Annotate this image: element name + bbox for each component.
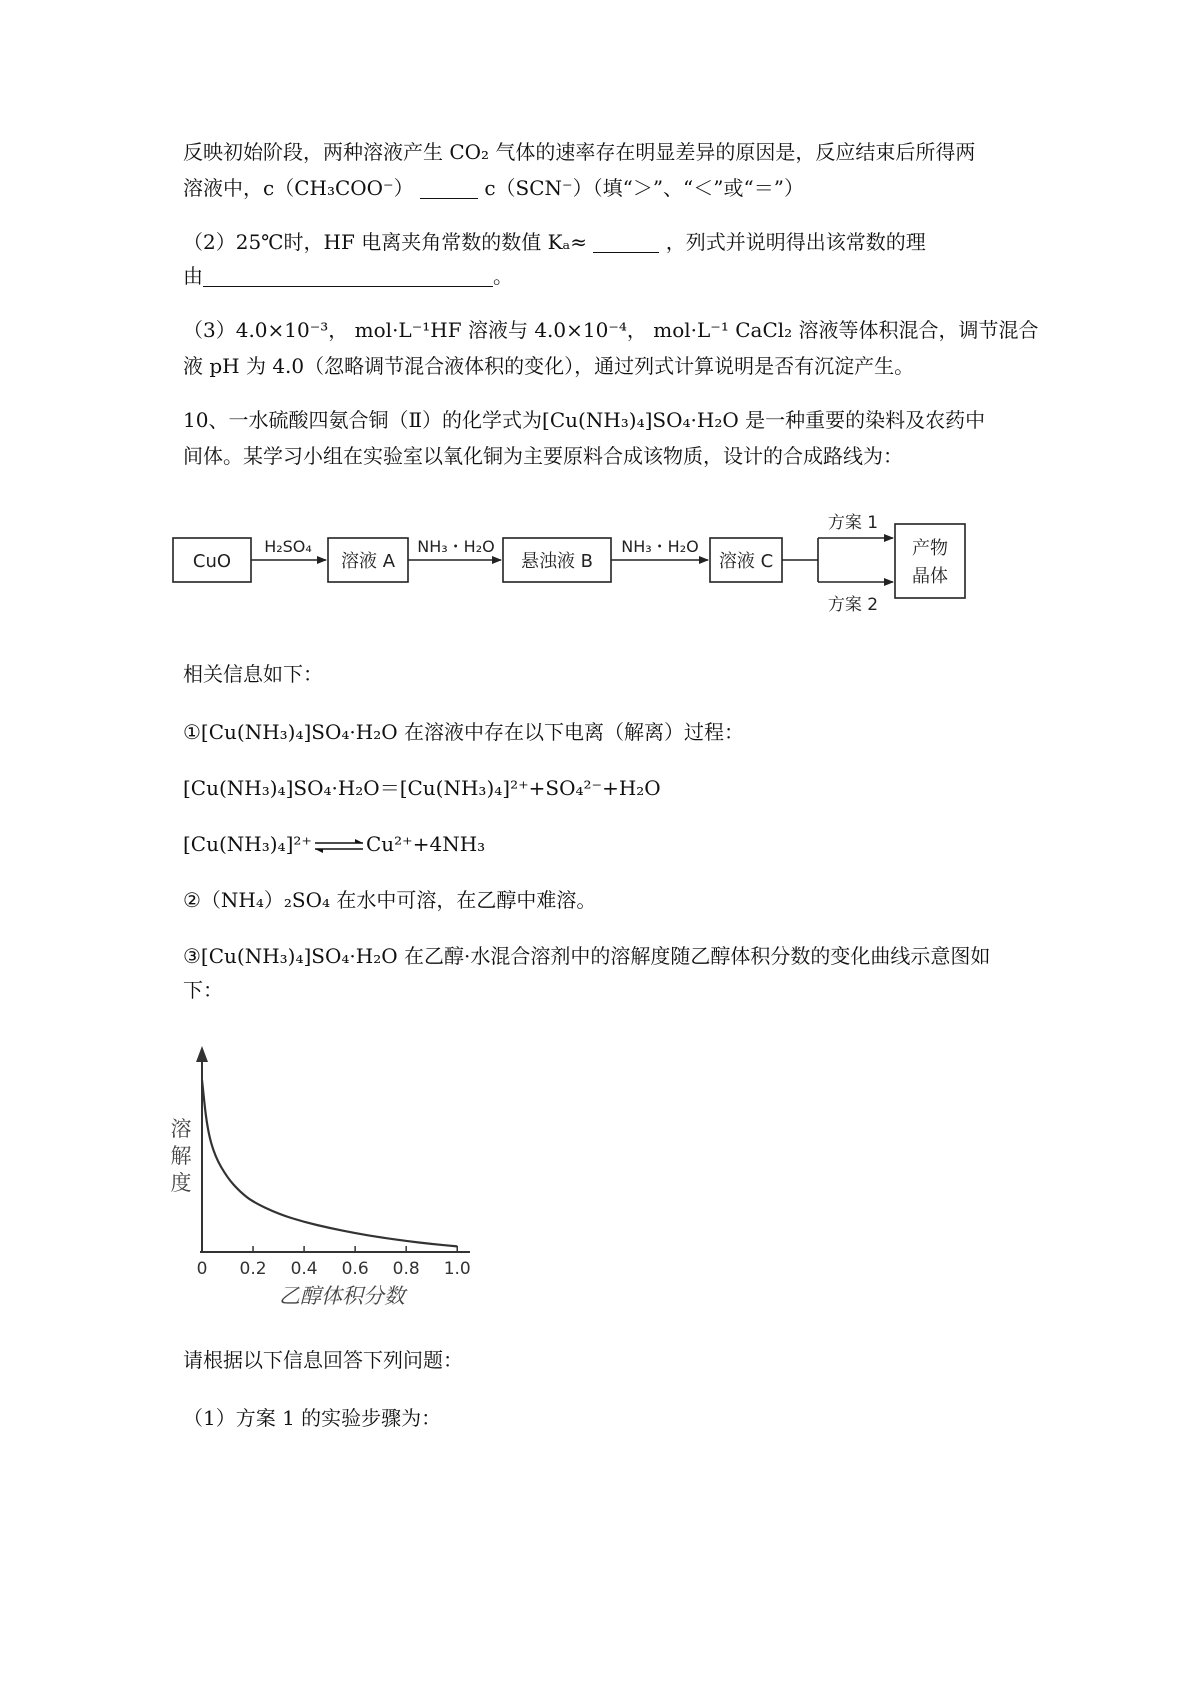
synthesis-flow-diagram <box>170 500 970 630</box>
q10-line2: 间体。某学习小组在实验室以氧化铜为主要原料合成该物质，设计的合成路线为： <box>183 444 903 468</box>
q9-text-line2 <box>183 174 1043 202</box>
q9-part2-text-d: 。 <box>493 264 513 288</box>
flow-box-a-label: 溶液 A <box>340 551 396 572</box>
questions-intro: 请根据以下信息回答下列问题： <box>183 1348 463 1372</box>
flow-arrow2-label: NH₃・H₂O <box>417 537 495 556</box>
flow-route2-label: 方案 2 <box>827 595 879 615</box>
flow-box-c-label: 溶液 C <box>718 551 774 572</box>
info-item3-line1: ③[Cu(NH₃)₄]SO₄·H₂O 在乙醇·水混合溶剂中的溶解度随乙醇体积分数的变化曲线示意图如 <box>183 944 991 968</box>
y-axis-title-char: 度 <box>170 1171 192 1195</box>
q9-line2-part-a: 溶液中，c（CH₃COO⁻） <box>183 176 414 200</box>
info-equation-2 <box>183 830 1043 858</box>
q9-line2-part-b: c（SCN⁻）（填“＞”、“＜”或“＝”） <box>484 176 804 200</box>
y-axis-arrow-icon <box>196 1046 208 1062</box>
solubility-chart <box>165 1040 545 1320</box>
q9-part3-line2: 液 pH 为 4.0（忽略调节混合液体积的变化），通过列式计算说明是否有沉淀产生。 <box>183 354 915 378</box>
x-tick-label: 0.4 <box>290 1259 318 1279</box>
q9-text-line1: 反映初始阶段，两种溶液产生 CO₂ 气体的速率存在明显差异的原因是，反应结束后所得两 <box>183 140 976 164</box>
info-item2: ②（NH₄）₂SO₄ 在水中可溶，在乙醇中难溶。 <box>183 888 597 912</box>
q10-line1: 10、一水硫酸四氨合铜（Ⅱ）的化学式为[Cu(NH₃)₄]SO₄·H₂O 是一种重要的染料及农药中 <box>183 408 986 432</box>
q9-part2-text-a: （2）25℃时，HF 电离夹角常数的数值 Kₐ≈ <box>183 230 587 254</box>
y-axis-title-char: 解 <box>170 1144 192 1168</box>
flow-arrow1-label: H₂SO₄ <box>264 537 312 556</box>
flow-product-label-1: 产物 <box>912 538 948 559</box>
answer-blank[interactable] <box>203 266 493 287</box>
q9-part3-line1: （3）4.0×10⁻³， mol·L⁻¹HF 溶液与 4.0×10⁻⁴， mol·L⁻¹ CaCl₂ 溶液等体积混合，调节混合 <box>183 318 1039 342</box>
x-tick-label: 0 <box>196 1259 208 1279</box>
flow-box-b-label: 悬浊液 B <box>520 551 594 572</box>
eq2-right: Cu²⁺+4NH₃ <box>365 832 486 856</box>
eq2-left: [Cu(NH₃)₄]²⁺ <box>183 832 312 856</box>
q9-part2-text-c: 由 <box>183 264 203 288</box>
x-tick-label: 1.0 <box>443 1259 471 1279</box>
x-tick-label: 0.2 <box>239 1259 267 1279</box>
q9-part2-line1 <box>183 228 1043 256</box>
solubility-curve <box>202 1080 457 1246</box>
q9-part2-line2 <box>183 262 1043 290</box>
info-intro: 相关信息如下： <box>183 662 323 686</box>
x-tick-label: 0.8 <box>392 1259 420 1279</box>
reversible-arrow-icon <box>313 838 365 854</box>
flow-product-label-2: 晶体 <box>912 566 948 587</box>
x-tick-label: 0.6 <box>341 1259 369 1279</box>
info-item1: ①[Cu(NH₃)₄]SO₄·H₂O 在溶液中存在以下电离（解离）过程： <box>183 720 744 744</box>
y-axis-title-char: 溶 <box>170 1117 192 1141</box>
x-axis-title: 乙醇体积分数 <box>279 1284 405 1308</box>
question-1: （1）方案 1 的实验步骤为： <box>183 1406 442 1430</box>
answer-blank[interactable] <box>593 232 659 253</box>
info-equation-1: [Cu(NH₃)₄]SO₄·H₂O＝[Cu(NH₃)₄]²⁺+SO₄²⁻+H₂O <box>183 776 661 800</box>
flow-arrow3-label: NH₃・H₂O <box>621 537 699 556</box>
flow-route1-label: 方案 1 <box>827 513 879 533</box>
flow-box-cuo-label: CuO <box>192 551 232 572</box>
answer-blank[interactable] <box>420 178 478 199</box>
info-item3-line2: 下： <box>183 978 223 1002</box>
q9-part2-text-b: ，列式并说明得出该常数的理 <box>665 230 926 254</box>
